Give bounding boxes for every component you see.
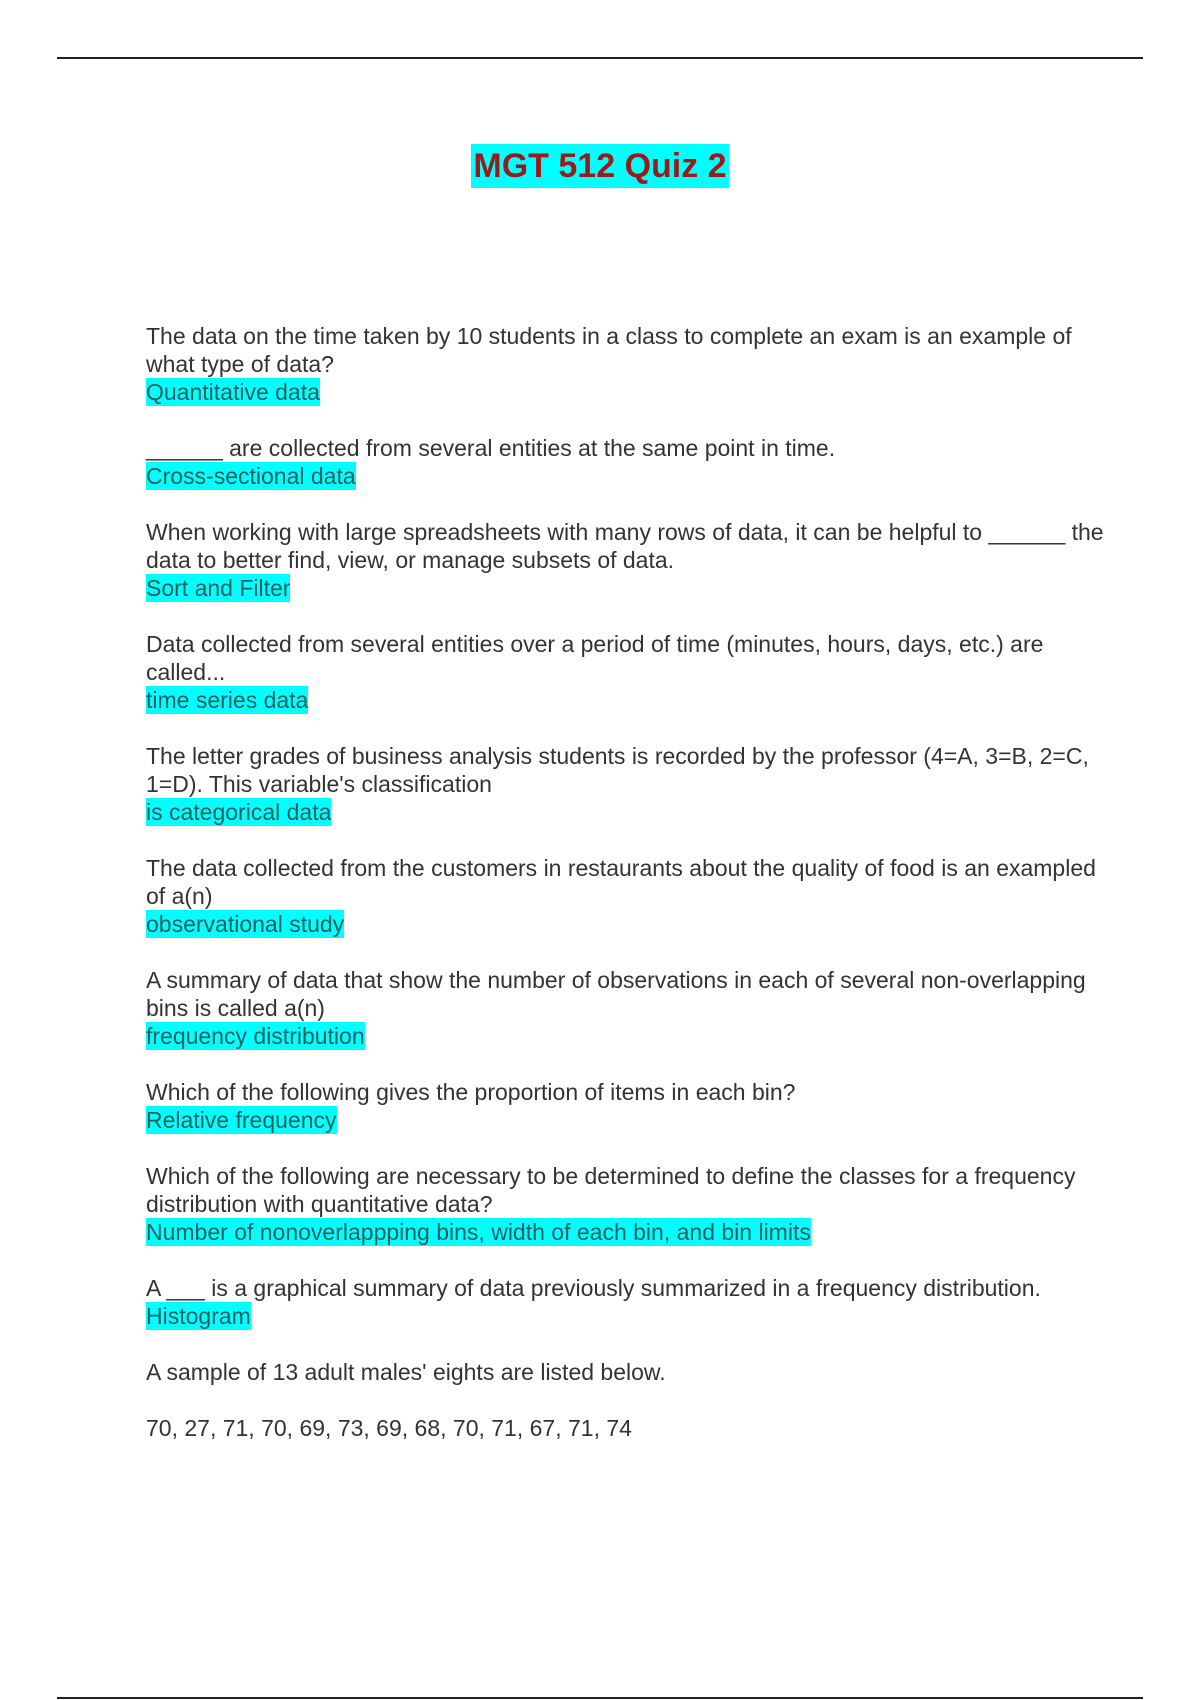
answer-highlight: observational study xyxy=(146,911,345,937)
question-text: The letter grades of business analysis students is recorded by the professor (4=A, 3=B, 2=C, 1=D). This variable's classification xyxy=(146,743,1089,797)
sample-prompt: A sample of 13 adult males' eights are listed below. xyxy=(146,1359,666,1385)
question-text: Data collected from several entities over a period of time (minutes, hours, days, etc.) are called... xyxy=(146,631,1044,685)
question-text: The data on the time taken by 10 students in a class to complete an exam is an example of what type of data? xyxy=(146,323,1072,377)
question-text: A summary of data that show the number of observations in each of several non-overlapping bins is called a(n) xyxy=(146,967,1086,1021)
qa-item-10 xyxy=(146,1274,1106,1330)
qa-item-8 xyxy=(146,1078,1106,1134)
answer-highlight: Relative frequency xyxy=(146,1107,337,1133)
quiz-content xyxy=(146,322,1106,1470)
qa-item-7 xyxy=(146,966,1106,1050)
answer-highlight: Cross-sectional data xyxy=(146,463,356,489)
answer-highlight: frequency distribution xyxy=(146,1023,365,1049)
answer-highlight: is categorical data xyxy=(146,799,332,825)
qa-item-4 xyxy=(146,630,1106,714)
qa-item-3 xyxy=(146,518,1106,602)
answer-highlight: Histogram xyxy=(146,1303,251,1329)
question-text: A ___ is a graphical summary of data previously summarized in a frequency distribution. xyxy=(146,1275,1041,1301)
question-text: Which of the following gives the proportion of items in each bin? xyxy=(146,1079,796,1105)
answer-highlight: Sort and Filter xyxy=(146,575,291,601)
qa-item-2 xyxy=(146,434,1106,490)
answer-highlight: Number of nonoverlappping bins, width of each bin, and bin limits xyxy=(146,1219,811,1245)
question-text: The data collected from the customers in restaurants about the quality of food is an exampled of a(n) xyxy=(146,855,1096,909)
qa-item-5 xyxy=(146,742,1106,826)
qa-item-9 xyxy=(146,1162,1106,1246)
bottom-rule xyxy=(57,1697,1143,1699)
qa-item-6 xyxy=(146,854,1106,938)
title-container xyxy=(0,144,1200,188)
document-title: MGT 512 Quiz 2 xyxy=(471,144,728,188)
question-text: Which of the following are necessary to be determined to define the classes for a frequency distribution with quantitative data? xyxy=(146,1163,1076,1217)
question-text: ______ are collected from several entities at the same point in time. xyxy=(146,435,836,461)
sample-values: 70, 27, 71, 70, 69, 73, 69, 68, 70, 71, 67, 71, 74 xyxy=(146,1415,632,1441)
question-text: When working with large spreadsheets with many rows of data, it can be helpful to ______ the data to better find, view, or manage subsets of data. xyxy=(146,519,1104,573)
answer-highlight: time series data xyxy=(146,687,309,713)
answer-highlight: Quantitative data xyxy=(146,379,320,405)
top-rule xyxy=(57,57,1143,59)
qa-item-1 xyxy=(146,322,1106,406)
